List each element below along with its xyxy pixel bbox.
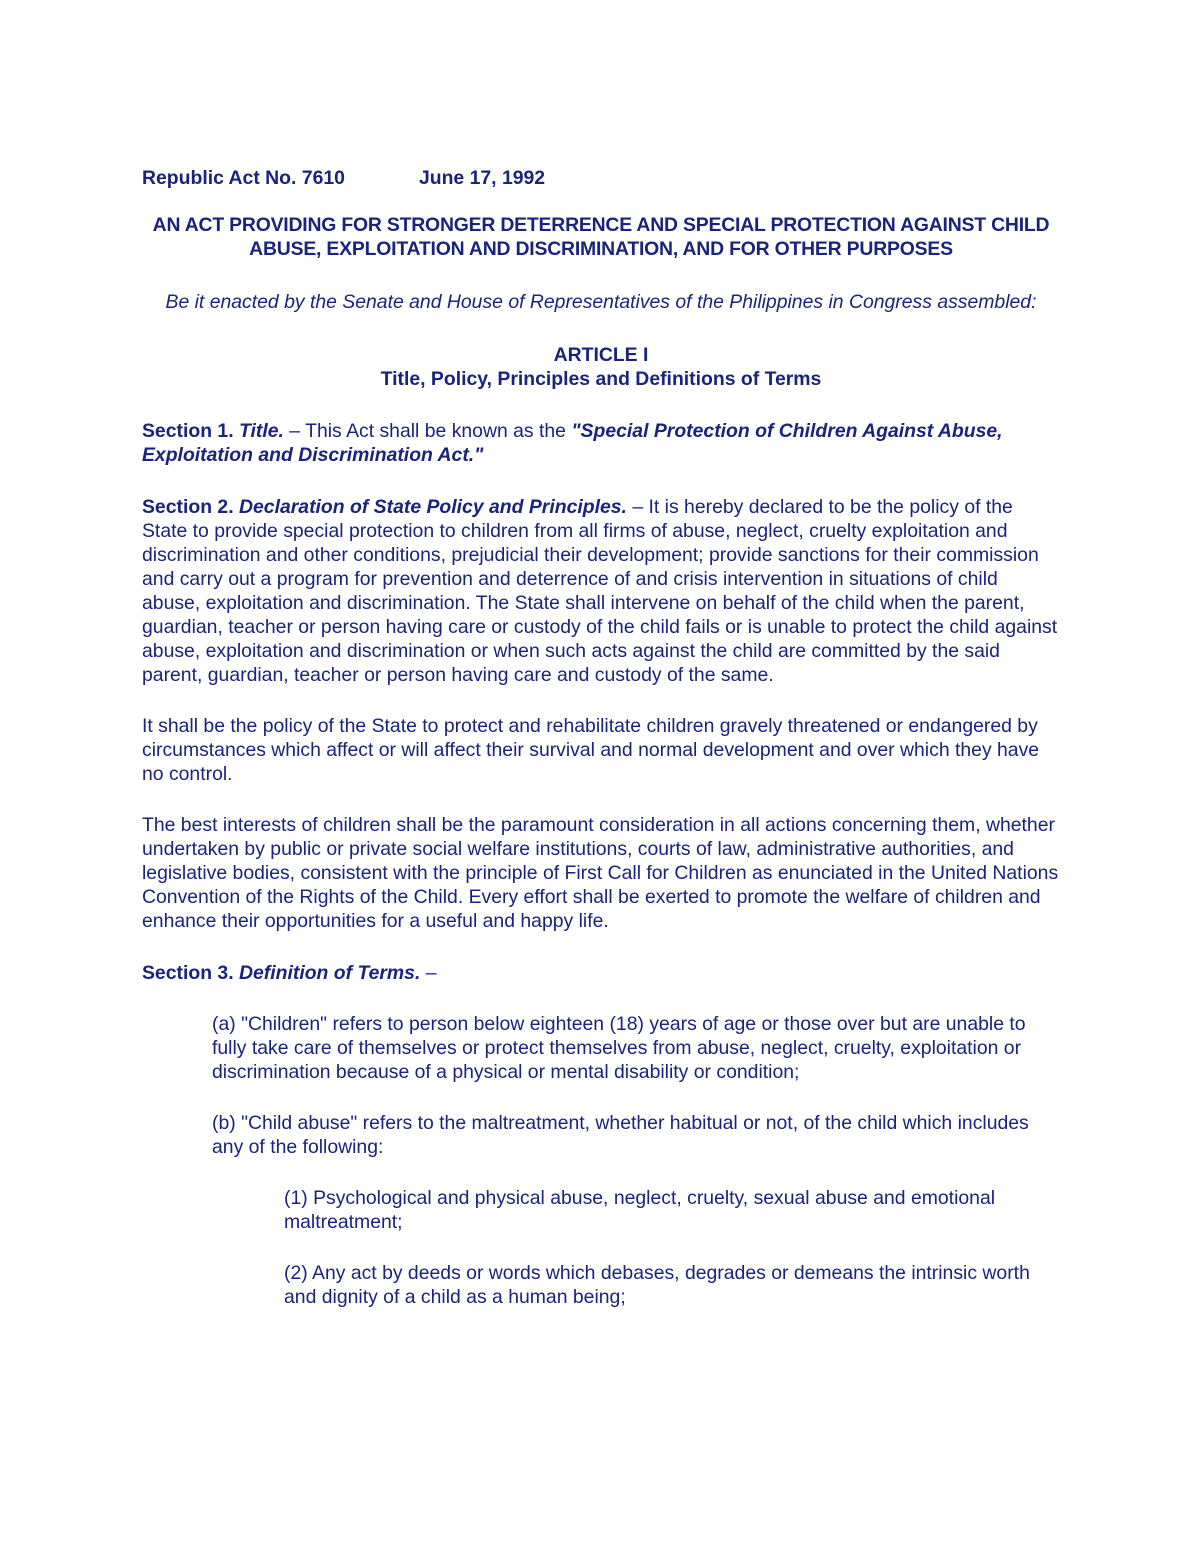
act-date: June 17, 1992 bbox=[418, 167, 546, 189]
definition-subitem-2: (2) Any act by deeds or words which debases, degrades or demeans the intrinsic worth and dignity of a child as a human being; bbox=[284, 1262, 1030, 1308]
section-2-dash: – bbox=[626, 496, 649, 518]
article-number: ARTICLE I bbox=[553, 344, 649, 366]
enacting-clause: Be it enacted by the Senate and House of Representatives of the Philippines in Congress assembled: bbox=[165, 291, 1037, 313]
section-1 bbox=[142, 419, 1060, 467]
section-2 bbox=[142, 495, 1060, 687]
article-title: Title, Policy, Principles and Definitions of Terms bbox=[380, 368, 822, 390]
section-1-quoted-title: "Special Protection of Children Against Abuse, Exploitation and Discrimination Act." bbox=[142, 420, 1003, 466]
definition-subitem-1: (1) Psychological and physical abuse, neglect, cruelty, sexual abuse and emotional maltreatment; bbox=[284, 1187, 996, 1233]
definition-item-a: (a) "Children" refers to person below eighteen (18) years of age or those over but are unable to fully take care of themselves or protect themselves from abuse, neglect, cruelty, exploitation or discrimination because of a physical or mental disability or condition; bbox=[212, 1013, 1026, 1083]
section-2-text: It is hereby declared to be the policy of the State to provide special protection to children from all firms of abuse, neglect, cruelty exploitation and discrimination and other conditions, prejudicial their development; provide sanctions for their commission and carry out a program for prevention and deterrence of and crisis intervention in situations of child abuse, exploitation and discrimination. The State shall intervene on behalf of the child when the parent, guardian, teacher or person having care or custody of the child fails or is unable to protect the child against abuse, exploitation and discrimination or when such acts against the child are committed by the said parent, guardian, teacher or person having care and custody of the same. bbox=[142, 496, 1058, 686]
act-number: Republic Act No. 7610 bbox=[142, 167, 345, 189]
act-header bbox=[142, 166, 1060, 190]
section-2-label: Section 2. bbox=[142, 496, 234, 518]
article-heading bbox=[142, 343, 1060, 391]
section-3-label: Section 3. bbox=[142, 962, 234, 984]
section-2-paragraph-3: The best interests of children shall be the paramount consideration in all actions concerning them, whether undertaken by public or private social welfare institutions, courts of law, administrative authorities, and legislative bodies, consistent with the principle of First Call for Children as enunciated in the United Nations Convention of the Rights of the Child. Every effort shall be exerted to promote the welfare of children and enhance their opportunities for a useful and happy life. bbox=[142, 814, 1059, 932]
section-2-paragraph-2: It shall be the policy of the State to protect and rehabilitate children gravely threatened or endangered by circumstances which affect or will affect their survival and normal development and over which they have no control. bbox=[142, 715, 1040, 785]
section-3-dash: – bbox=[420, 962, 437, 984]
section-3-name: Definition of Terms. bbox=[239, 962, 421, 984]
definition-item-b: (b) "Child abuse" refers to the maltreatment, whether habitual or not, of the child which includes any of the following: bbox=[212, 1112, 1029, 1158]
section-1-label: Section 1. bbox=[142, 420, 234, 442]
section-2-name: Declaration of State Policy and Principles. bbox=[239, 496, 627, 518]
act-title: AN ACT PROVIDING FOR STRONGER DETERRENCE AND SPECIAL PROTECTION AGAINST CHILD ABUSE, EXPLOITATION AND DISCRIMINATION, AND FOR OTHER PURPOSES bbox=[152, 214, 1050, 260]
section-1-text: This Act shall be known as the bbox=[305, 420, 572, 442]
section-1-name: Title. bbox=[239, 420, 284, 442]
section-3 bbox=[142, 961, 1060, 985]
section-1-dash: – bbox=[283, 420, 306, 442]
